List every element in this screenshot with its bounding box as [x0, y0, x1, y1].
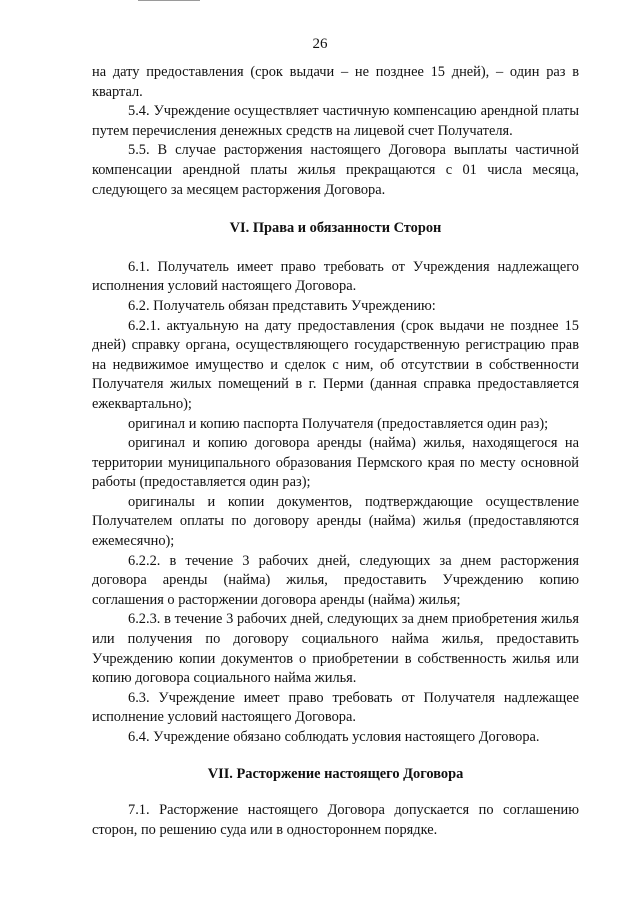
document-body — [92, 63, 579, 840]
clause-5-5: 5.5. В случае расторжения настоящего Договора выплаты частичной компенсации арендной платы жилья прекращаются с 01 числа месяца, следующего за месяцем расторжения Договора. — [92, 142, 579, 198]
clause-5-3-continuation: на дату предоставления (срок выдачи – не позднее 15 дней), – один раз в квартал. — [92, 64, 579, 100]
clause-7-1: 7.1. Расторжение настоящего Договора допускается по соглашению сторон, по решению суда или в одностороннем порядке. — [92, 802, 579, 838]
clause-6-2-3: 6.2.3. в течение 3 рабочих дней, следующих за днем приобретения жилья или получения по договору социального найма жилья, предоставить Учреждению копии документов о приобретении в собственность жилья или копию договора социального найма жилья. — [92, 611, 579, 687]
clause-6-1: 6.1. Получатель имеет право требовать от Учреждения надлежащего исполнения условий настоящего Договора. — [92, 258, 579, 295]
clause-6-2-2: 6.2.2. в течение 3 рабочих дней, следующих за днем расторжения договора аренды (найма) жилья, предоставить Учреждению копию соглашения о расторжении договора аренды (найма) жилья; — [92, 552, 579, 608]
clause-6-4: 6.4. Учреждение обязано соблюдать условия настоящего Договора. — [128, 729, 540, 745]
page-number: 26 — [312, 36, 328, 52]
clause-6-3: 6.3. Учреждение имеет право требовать от Получателя надлежащее исполнение условий настоящего Договора. — [92, 689, 579, 726]
clause-6-2: 6.2. Получатель обязан представить Учреждению: — [128, 297, 436, 314]
section-6-heading: VI. Права и обязанности Сторон — [229, 220, 442, 237]
clause-6-2-1-payments: оригиналы и копии документов, подтверждающие осуществление Получателем оплаты по договору аренды (найма) жилья (предоставляются ежемесячно); — [92, 493, 579, 550]
top-edge-rule — [138, 0, 200, 1]
clause-6-2-1-passport: оригинал и копию паспорта Получателя (предоставляется один раз); — [128, 415, 549, 432]
clause-6-2-1-lease: оригинал и копию договора аренды (найма) жилья, находящегося на территории муниципального образования Пермского края по месту основной работы (предоставляется один раз); — [92, 435, 579, 491]
clause-6-2-1: 6.2.1. актуальную на дату предоставления (срок выдачи не позднее 15 дней) справку органа, осуществляющего государственную регистрацию прав на недвижимое имущество и сделок с ним, об отсутствии в собственности Получателя жилых помещений в г. Перми (данная справка предоставляется ежеквартально); — [92, 317, 579, 412]
section-7-heading: VII. Расторжение настоящего Договора — [207, 765, 464, 782]
clause-5-4: 5.4. Учреждение осуществляет частичную компенсацию арендной платы путем перечисления денежных средств на лицевой счет Получателя. — [92, 103, 579, 139]
